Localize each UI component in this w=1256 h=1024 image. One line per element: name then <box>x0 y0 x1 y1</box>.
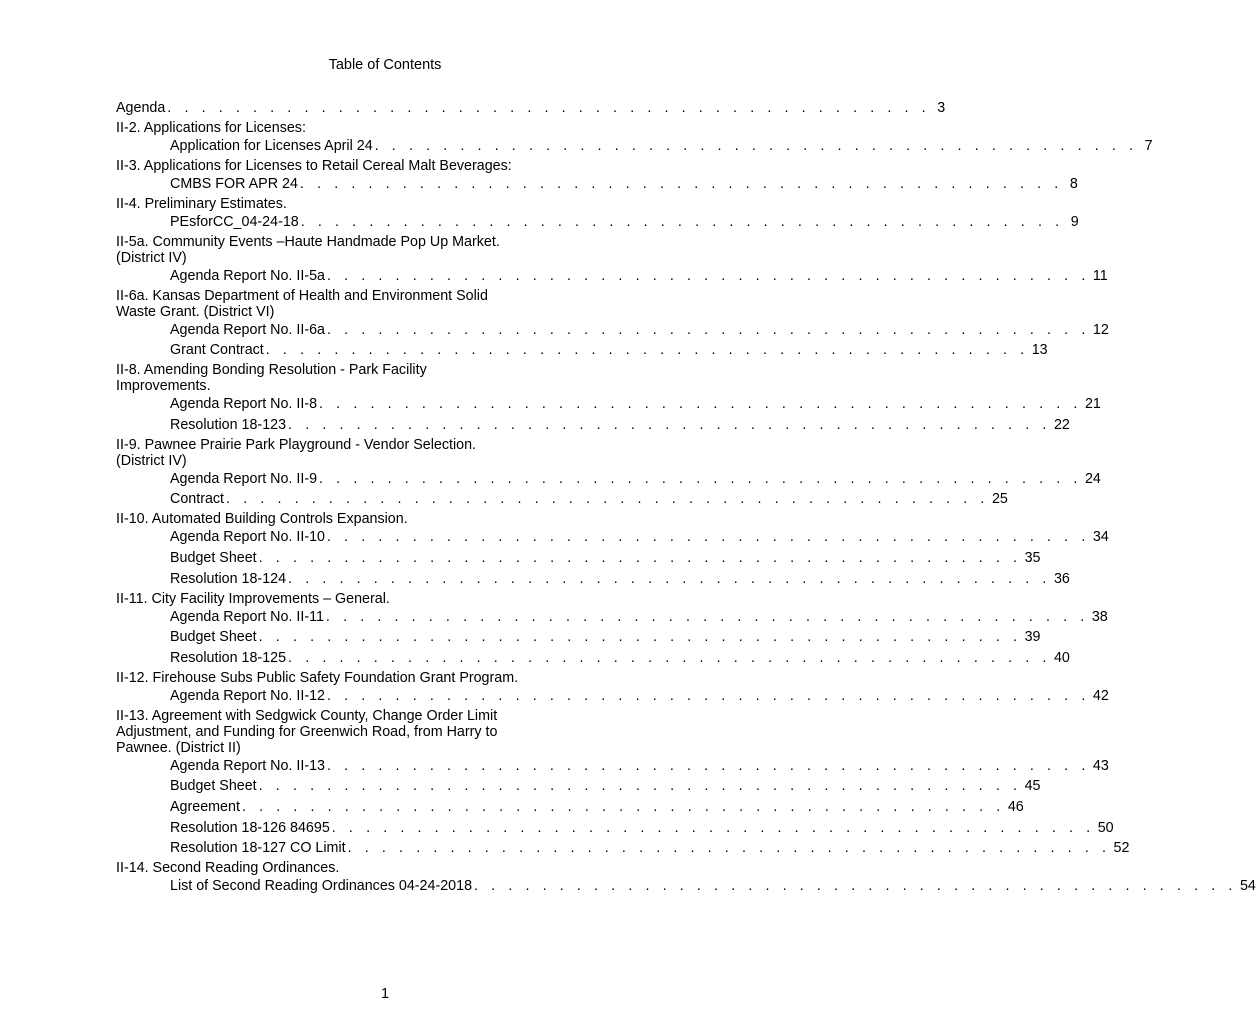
toc-entry[interactable] <box>116 175 1078 193</box>
toc-dot-leader: . . . . . . . . . . . . . . . . . . . . . . . . . . . . . . . . . . . . . . . . . . . . . <box>258 629 1022 646</box>
toc-section-heading: II-2. Applications for Licenses: <box>116 119 306 136</box>
toc-entry-page-number: 38 <box>1091 608 1108 625</box>
toc-dot-leader: . . . . . . . . . . . . . . . . . . . . . . . . . . . . . . . . . . . . . . . . . . . . . <box>258 549 1022 566</box>
toc-dot-leader: . . . . . . . . . . . . . . . . . . . . . . . . . . . . . . . . . . . . . . . . . . . . . <box>241 798 1005 815</box>
toc-entry-label: PEsforCC_04-24-18 <box>170 213 299 230</box>
toc-section-heading: II-14. Second Reading Ordinances. <box>116 860 340 877</box>
toc-dot-leader: . . . . . . . . . . . . . . . . . . . . . . . . . . . . . . . . . . . . . . . . . . . . . <box>326 687 1090 704</box>
toc-entry[interactable] <box>116 819 1114 837</box>
toc-entry-label: Agenda Report No. II-10 <box>170 529 325 546</box>
toc-dot-leader: . . . . . . . . . . . . . . . . . . . . . . . . . . . . . . . . . . . . . . . . . . . . . <box>474 878 1237 895</box>
toc-entry-page-number: 13 <box>1031 342 1048 359</box>
toc-entry-label: Resolution 18-126 84695 <box>170 819 330 836</box>
toc-entry-label: Agenda Report No. II-5a <box>170 267 325 284</box>
toc-entry-label: Grant Contract <box>170 342 264 359</box>
toc-entry[interactable] <box>116 99 946 117</box>
toc-dot-leader: . . . . . . . . . . . . . . . . . . . . . . . . . . . . . . . . . . . . . . . . . . . . . <box>325 608 1089 625</box>
toc-dot-leader: . . . . . . . . . . . . . . . . . . . . . . . . . . . . . . . . . . . . . . . . . . . . . <box>300 213 1064 230</box>
toc-entry-label: Application for Licenses April 24 <box>170 137 373 154</box>
toc-section-heading: II-11. City Facility Improvements – General. <box>116 590 390 607</box>
toc-entry[interactable] <box>116 687 1109 705</box>
toc-entry-label: Budget Sheet <box>170 778 257 795</box>
toc-entry-page-number: 52 <box>1113 840 1130 857</box>
toc-entry[interactable] <box>116 416 1070 434</box>
toc-section-heading: II-8. Amending Bonding Resolution - Park Facility Improvements. <box>116 362 427 395</box>
toc-entry-page-number: 35 <box>1024 549 1041 566</box>
toc-entry-label: Agenda Report No. II-13 <box>170 757 325 774</box>
toc-entry-label: Budget Sheet <box>170 549 257 566</box>
toc-entry-page-number: 42 <box>1092 687 1109 704</box>
toc-entry[interactable] <box>116 341 1048 359</box>
toc-entry[interactable] <box>116 137 1153 155</box>
toc-entry[interactable] <box>116 395 1101 413</box>
toc-entry[interactable] <box>116 213 1079 231</box>
toc-entry[interactable] <box>116 570 1070 588</box>
toc-dot-leader: . . . . . . . . . . . . . . . . . . . . . . . . . . . . . . . . . . . . . . . . . . . . . <box>374 137 1138 154</box>
page-title: Table of Contents <box>328 57 442 73</box>
table-of-contents <box>116 96 1256 895</box>
toc-entry-label: Resolution 18-125 <box>170 649 287 666</box>
toc-entry-page-number: 43 <box>1092 757 1109 774</box>
toc-entry-label: Agenda Report No. II-11 <box>170 608 324 625</box>
toc-dot-leader: . . . . . . . . . . . . . . . . . . . . . . . . . . . . . . . . . . . . . . . . . . . . . <box>288 649 1051 666</box>
toc-entry-label: CMBS FOR APR 24 <box>170 175 298 192</box>
toc-dot-leader: . . . . . . . . . . . . . . . . . . . . . . . . . . . . . . . . . . . . . . . . . . . . . <box>258 778 1022 795</box>
toc-entry-page-number: 8 <box>1069 175 1078 192</box>
toc-dot-leader: . . . . . . . . . . . . . . . . . . . . . . . . . . . . . . . . . . . . . . . . . . . . . <box>326 529 1090 546</box>
toc-entry-label: Resolution 18-123 <box>170 416 287 433</box>
toc-dot-leader: . . . . . . . . . . . . . . . . . . . . . . . . . . . . . . . . . . . . . . . . . . . . . <box>319 470 1082 487</box>
toc-section-heading: II-4. Preliminary Estimates. <box>116 195 287 212</box>
toc-entry-page-number: 21 <box>1084 396 1101 413</box>
footer-page-number: 1 <box>380 986 390 1002</box>
toc-entry[interactable] <box>116 839 1130 857</box>
toc-entry[interactable] <box>116 628 1041 646</box>
toc-entry-label: Resolution 18-127 CO Limit <box>170 840 346 857</box>
toc-section-heading: II-12. Firehouse Subs Public Safety Foundation Grant Program. <box>116 669 519 686</box>
toc-entry[interactable] <box>116 321 1109 339</box>
toc-entry[interactable] <box>116 470 1101 488</box>
toc-dot-leader: . . . . . . . . . . . . . . . . . . . . . . . . . . . . . . . . . . . . . . . . . . . . . <box>288 570 1051 587</box>
toc-entry-page-number: 45 <box>1024 778 1041 795</box>
toc-entry-page-number: 36 <box>1053 570 1070 587</box>
toc-entry[interactable] <box>116 528 1109 546</box>
toc-entry-page-number: 11 <box>1092 267 1108 284</box>
toc-entry-label: Agenda Report No. II-9 <box>170 470 318 487</box>
toc-entry-page-number: 22 <box>1053 416 1070 433</box>
toc-section-heading: II-10. Automated Building Controls Expansion. <box>116 511 408 528</box>
toc-dot-leader: . . . . . . . . . . . . . . . . . . . . . . . . . . . . . . . . . . . . . . . . . . . . . <box>326 757 1090 774</box>
toc-entry[interactable] <box>116 608 1108 626</box>
toc-dot-leader: . . . . . . . . . . . . . . . . . . . . . . . . . . . . . . . . . . . . . . . . . . . . . <box>319 396 1082 413</box>
toc-entry-page-number: 40 <box>1053 649 1070 666</box>
toc-entry[interactable] <box>116 798 1024 816</box>
toc-entry-label: Agenda Report No. II-6a <box>170 321 325 338</box>
toc-entry-page-number: 25 <box>991 491 1008 508</box>
toc-entry-page-number: 50 <box>1097 819 1114 836</box>
toc-entry[interactable] <box>116 549 1041 567</box>
toc-entry-label: List of Second Reading Ordinances 04-24-2018 <box>170 878 473 895</box>
toc-entry-page-number: 54 <box>1239 878 1256 895</box>
toc-entry-page-number: 46 <box>1007 798 1024 815</box>
toc-entry-page-number: 39 <box>1024 629 1041 646</box>
toc-dot-leader: . . . . . . . . . . . . . . . . . . . . . . . . . . . . . . . . . . . . . . . . . . . . . <box>331 819 1095 836</box>
toc-dot-leader: . . . . . . . . . . . . . . . . . . . . . . . . . . . . . . . . . . . . . . . . . . . . . <box>347 840 1111 857</box>
toc-entry-label: Budget Sheet <box>170 629 257 646</box>
toc-entry-label: Agenda <box>116 99 166 116</box>
toc-entry-label: Resolution 18-124 <box>170 570 287 587</box>
toc-dot-leader: . . . . . . . . . . . . . . . . . . . . . . . . . . . . . . . . . . . . . . . . . . . . . <box>265 342 1029 359</box>
toc-entry-page-number: 3 <box>937 99 946 116</box>
toc-entry[interactable] <box>116 490 1008 508</box>
toc-entry-page-number: 7 <box>1144 137 1153 154</box>
toc-entry-page-number: 12 <box>1092 321 1109 338</box>
toc-entry-label: Agenda Report No. II-8 <box>170 396 318 413</box>
toc-entry[interactable] <box>116 777 1041 795</box>
toc-entry[interactable] <box>116 877 1256 895</box>
toc-entry-page-number: 34 <box>1092 529 1109 546</box>
toc-entry[interactable] <box>116 757 1109 775</box>
toc-entry-label: Agreement <box>170 798 240 815</box>
toc-entry-label: Contract <box>170 491 225 508</box>
toc-section-heading: II-13. Agreement with Sedgwick County, Change Order Limit Adjustment, and Funding for Greenwich Road, from Harry to Pawnee. (District II) <box>116 707 498 756</box>
toc-entry-page-number: 9 <box>1070 213 1079 230</box>
toc-dot-leader: . . . . . . . . . . . . . . . . . . . . . . . . . . . . . . . . . . . . . . . . . . . . . <box>288 416 1051 433</box>
toc-section-heading: II-3. Applications for Licenses to Retail Cereal Malt Beverages: <box>116 157 512 174</box>
toc-dot-leader: . . . . . . . . . . . . . . . . . . . . . . . . . . . . . . . . . . . . . . . . . . . . . <box>326 267 1090 284</box>
toc-entry-page-number: 24 <box>1084 470 1101 487</box>
toc-section-heading: II-6a. Kansas Department of Health and Environment Solid Waste Grant. (District VI) <box>116 287 488 320</box>
toc-dot-leader: . . . . . . . . . . . . . . . . . . . . . . . . . . . . . . . . . . . . . . . . . . . . . <box>167 99 931 116</box>
toc-dot-leader: . . . . . . . . . . . . . . . . . . . . . . . . . . . . . . . . . . . . . . . . . . . . . <box>326 321 1090 338</box>
toc-section-heading: II-5a. Community Events –Haute Handmade Pop Up Market. (District IV) <box>116 233 500 266</box>
toc-section-heading: II-9. Pawnee Prairie Park Playground - Vendor Selection. (District IV) <box>116 436 476 469</box>
toc-dot-leader: . . . . . . . . . . . . . . . . . . . . . . . . . . . . . . . . . . . . . . . . . . . . . <box>226 491 989 508</box>
toc-dot-leader: . . . . . . . . . . . . . . . . . . . . . . . . . . . . . . . . . . . . . . . . . . . . . <box>299 175 1063 192</box>
toc-entry[interactable] <box>116 267 1108 285</box>
toc-entry-label: Agenda Report No. II-12 <box>170 687 325 704</box>
toc-entry[interactable] <box>116 649 1070 667</box>
